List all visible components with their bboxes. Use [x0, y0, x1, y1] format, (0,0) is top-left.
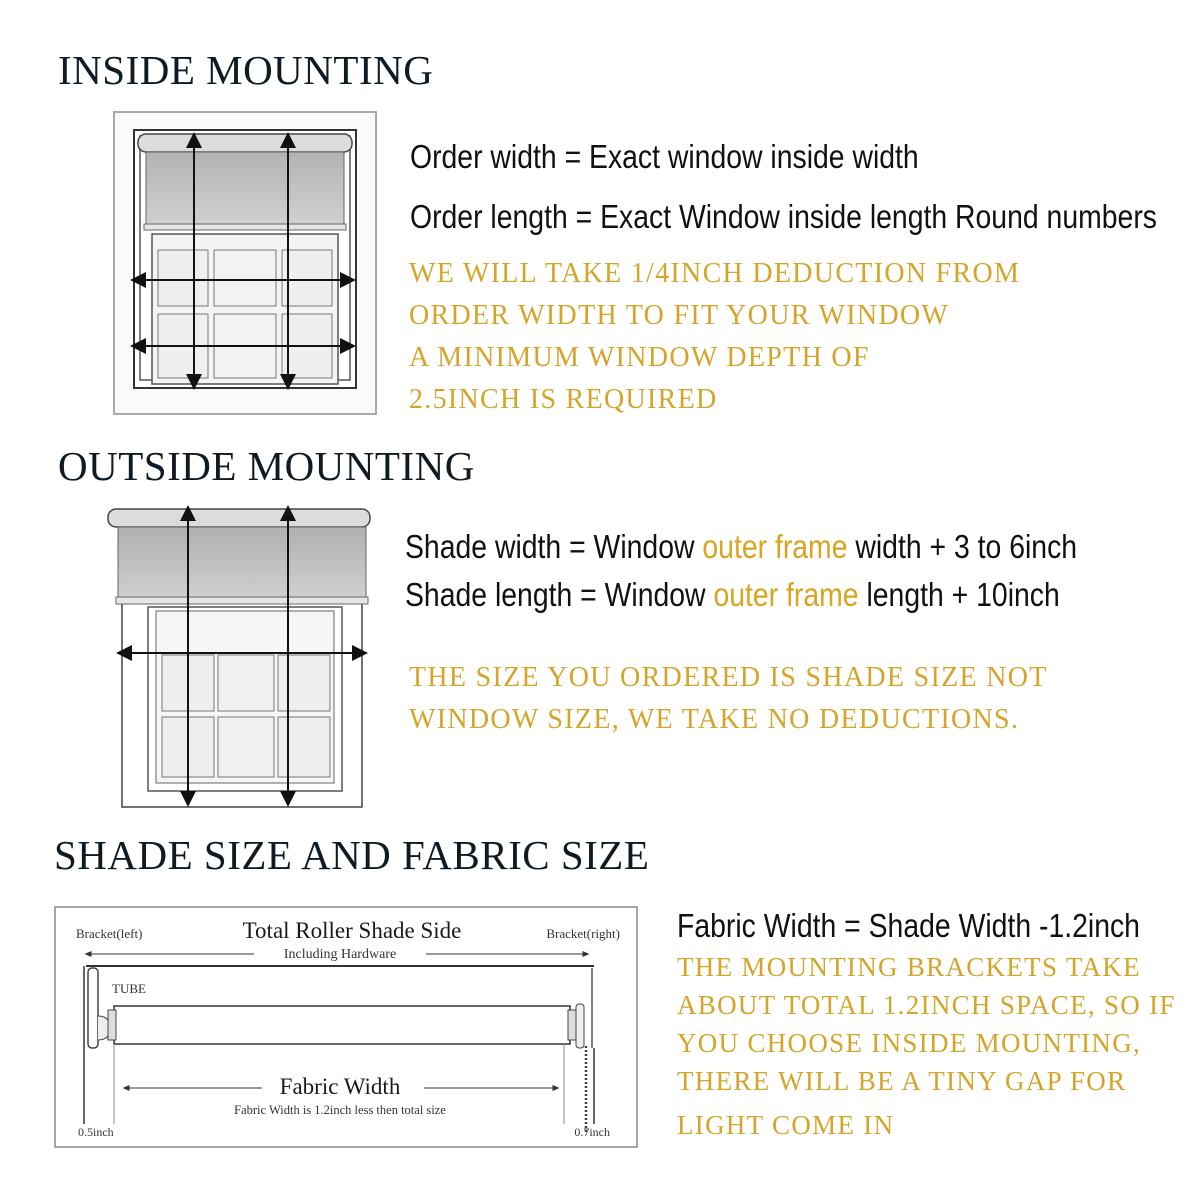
shade-length-prefix: Shade length = Window — [405, 576, 714, 613]
order-width-rule: Order width = Exact window inside width — [410, 138, 919, 175]
inside-mounting-title: INSIDE MOUNTING — [58, 47, 434, 93]
right-gap-label: 0.7inch — [574, 1125, 610, 1139]
outside-note-line-2: WINDOW SIZE, WE TAKE NO DEDUCTIONS. — [409, 704, 1020, 735]
fabric-note-line-4: THERE WILL BE A TINY GAP FOR — [677, 1066, 1127, 1096]
shade-fabric-size-title: SHADE SIZE AND FABRIC SIZE — [54, 832, 650, 878]
fabric-width-title: Fabric Width — [279, 1074, 401, 1099]
roller-shade-dimension-diagram — [54, 906, 638, 1153]
shade-length-highlight: outer frame — [713, 576, 859, 613]
total-shade-title: Total Roller Shade Side — [242, 918, 462, 943]
roller-shade-diagram-icon — [54, 906, 638, 1148]
inside-note-line-4: 2.5INCH IS REQUIRED — [409, 384, 718, 415]
shade-width-suffix: width + 3 to 6inch — [847, 528, 1078, 565]
fabric-width-formula: Fabric Width = Shade Width -1.2inch — [677, 907, 1140, 944]
outside-window-diagram-icon — [104, 503, 374, 811]
inside-note-line-3: A MINIMUM WINDOW DEPTH OF — [409, 342, 870, 373]
shade-width-prefix: Shade width = Window — [405, 528, 703, 565]
inside-window-diagram-icon — [112, 110, 380, 418]
bracket-right-label: Bracket(right) — [546, 926, 620, 941]
outside-note-line-1: THE SIZE YOU ORDERED IS SHADE SIZE NOT — [409, 662, 1048, 693]
fabric-note-line-1: THE MOUNTING BRACKETS TAKE — [677, 952, 1141, 982]
inside-note-line-2: ORDER WIDTH TO FIT YOUR WINDOW — [409, 300, 950, 331]
shade-length-rule — [405, 578, 1060, 611]
inside-mount-illustration — [112, 110, 380, 423]
left-gap-label: 0.5inch — [78, 1125, 114, 1139]
shade-width-highlight: outer frame — [702, 528, 848, 565]
fabric-width-subtitle: Fabric Width is 1.2inch less then total size — [234, 1103, 446, 1117]
outside-mounting-title: OUTSIDE MOUNTING — [58, 443, 475, 489]
fabric-note-line-3: YOU CHOOSE INSIDE MOUNTING, — [677, 1028, 1142, 1058]
fabric-note-line-2: ABOUT TOTAL 1.2INCH SPACE, SO IF — [677, 990, 1176, 1020]
fabric-note-line-5: LIGHT COME IN — [677, 1110, 895, 1140]
shade-length-suffix: length + 10inch — [858, 576, 1060, 613]
tube-label: TUBE — [112, 981, 146, 996]
outside-mount-illustration — [104, 503, 374, 816]
shade-width-rule — [405, 530, 1077, 563]
order-length-rule: Order length = Exact Window inside length Round numbers — [410, 198, 1157, 235]
bracket-left-label: Bracket(left) — [76, 926, 143, 941]
inside-note-line-1: WE WILL TAKE 1/4INCH DEDUCTION FROM — [409, 258, 1021, 289]
total-shade-subtitle: Including Hardware — [283, 947, 397, 962]
